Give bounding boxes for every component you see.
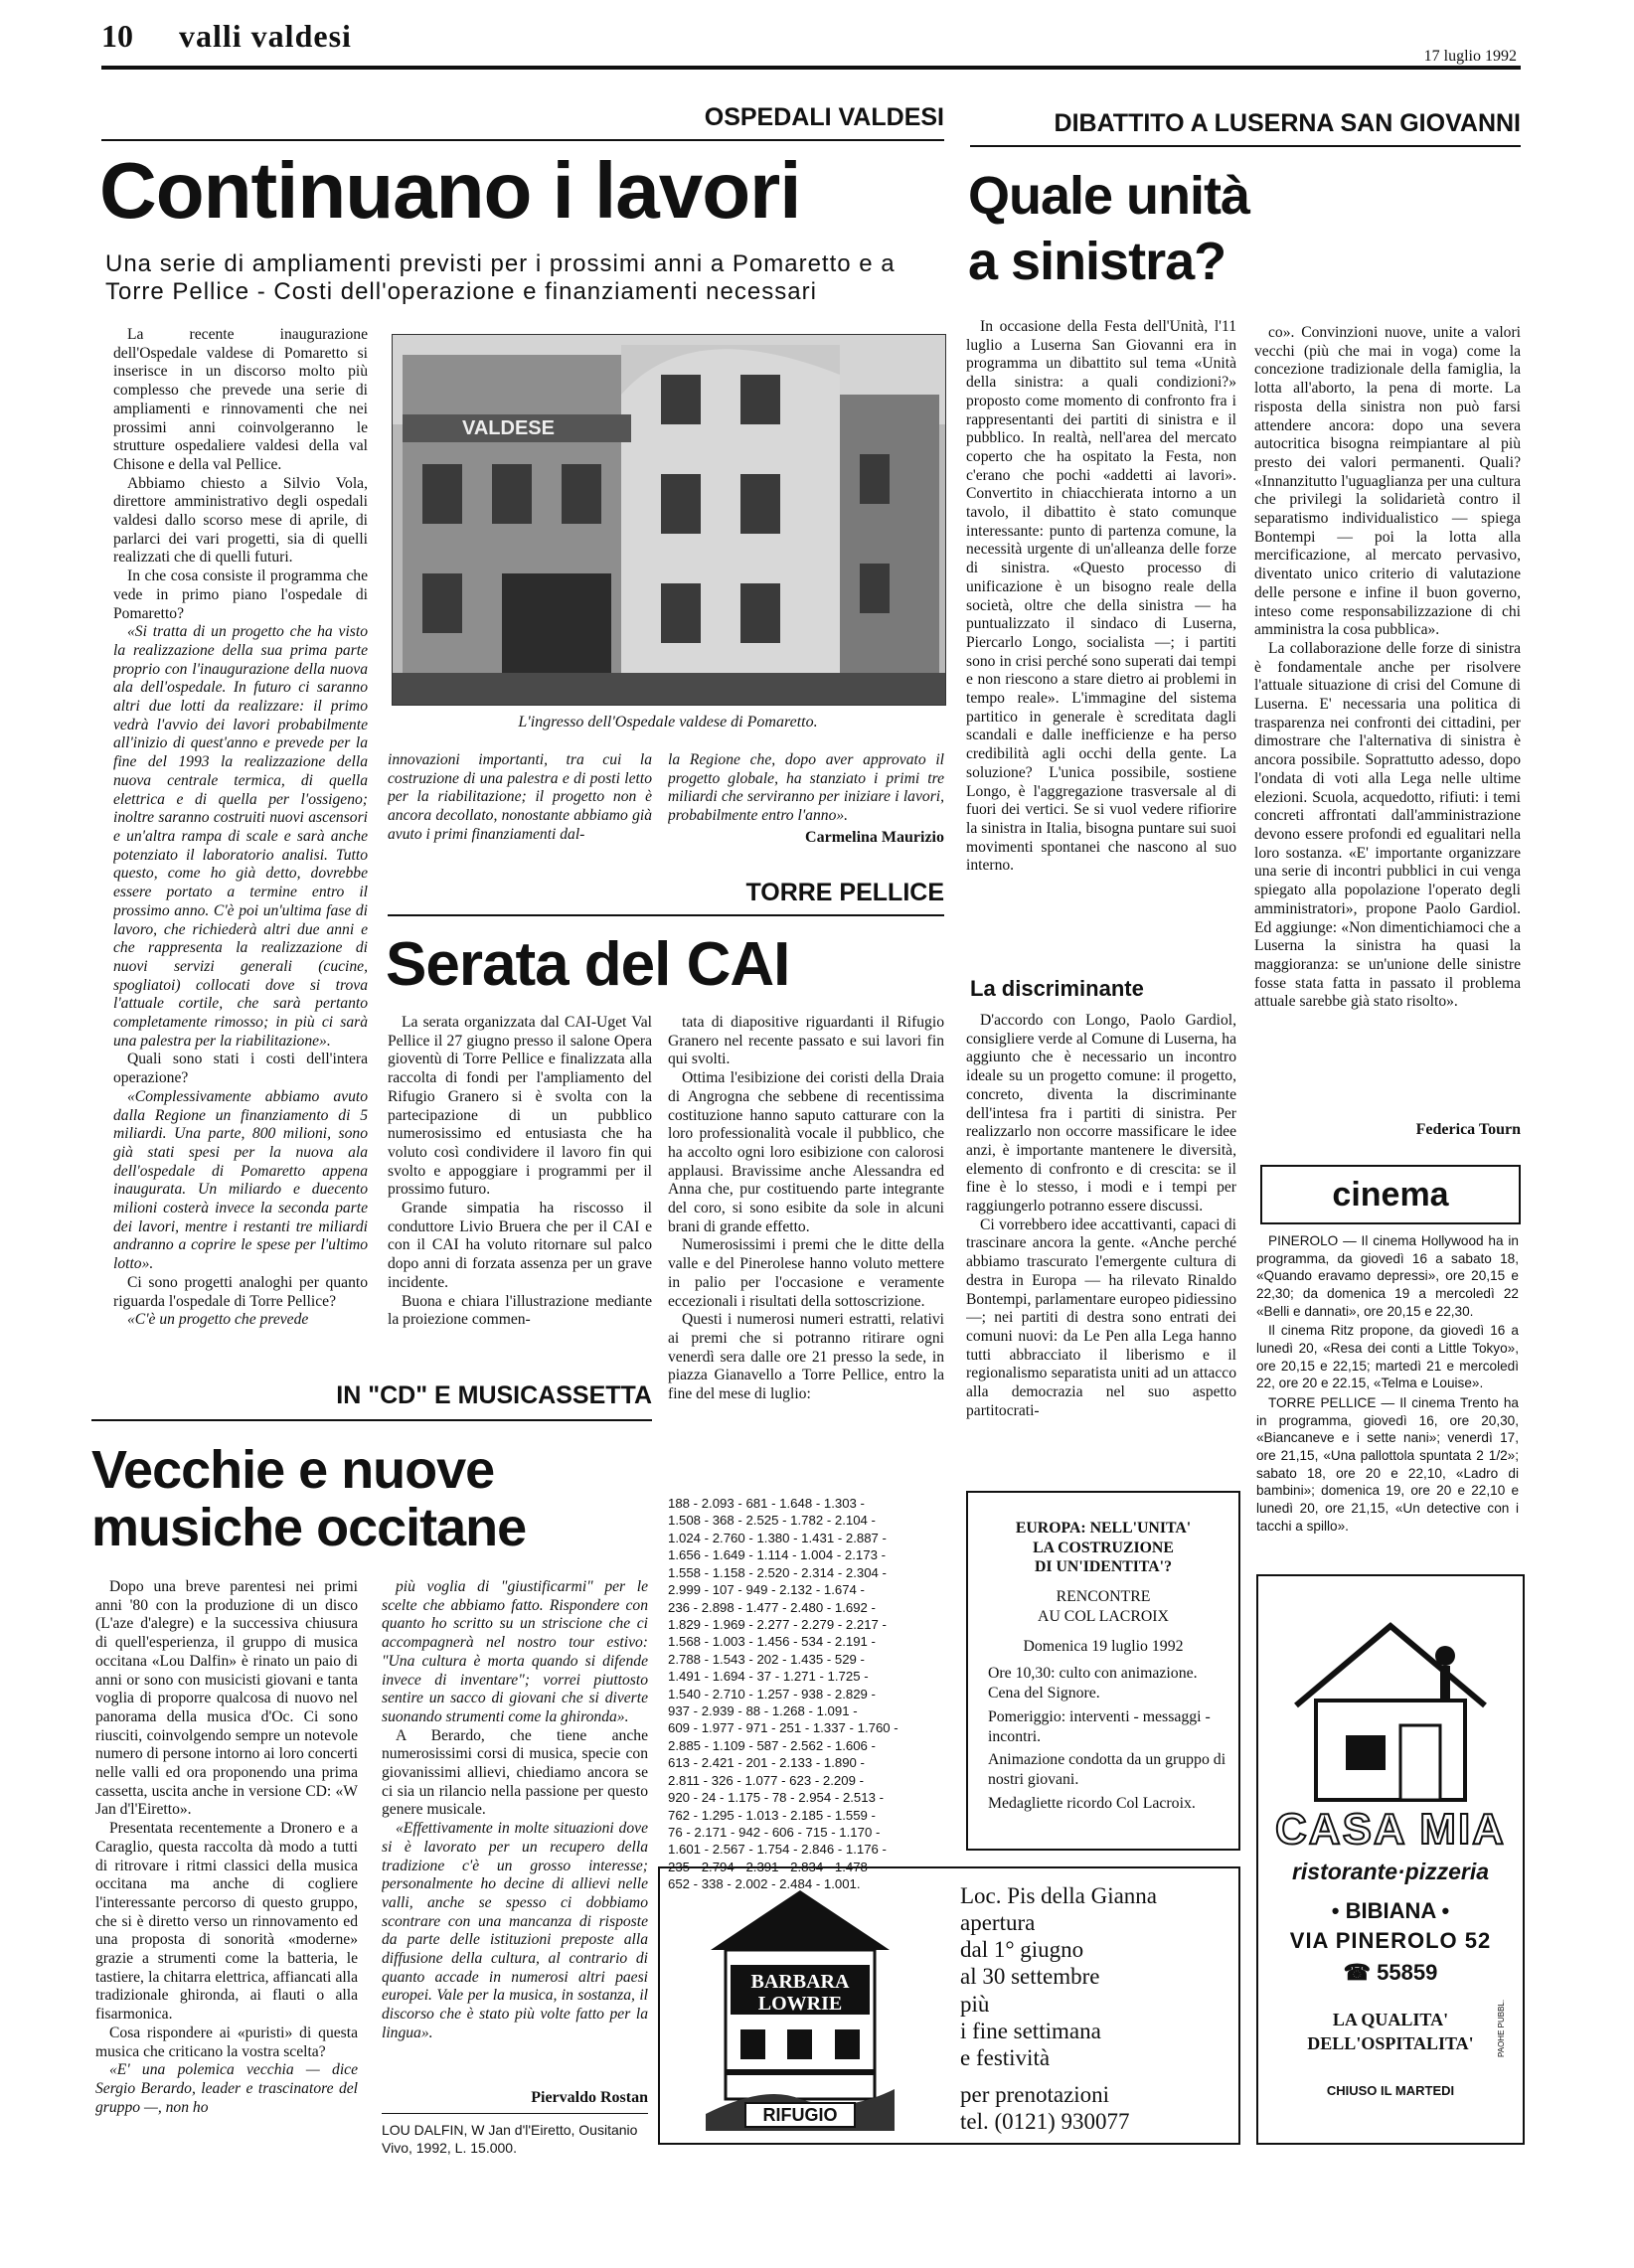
casa-mia-type: ristorante·pizzeria: [1291, 1859, 1490, 1884]
article2-col1: [388, 1014, 652, 1352]
rifugio-info-line: per prenotazioni: [960, 2081, 1110, 2107]
article1-col2-text: innovazioni importanti, tra cui la costruzione di una palestra e di posti letto per la riabilitazione; il progetto non è ancora decollato, nonostante abbiamo già avuto i primi finanziamenti dal-: [388, 751, 652, 843]
a2c2-paragraph: Numerosissimi i premi che le ditte della valle e del Pinerolese hanno voluto mettere in palio per l'occasione e veramente eccezionali i risultati della sottoscrizione.: [668, 1236, 944, 1310]
section-rule-3: [91, 1419, 652, 1421]
lottery-number-row: 1.540 - 2.710 - 1.257 - 938 - 2.829 -: [668, 1686, 876, 1701]
a1c1-paragraph: «Complessivamente abbiamo avuto dalla Regione un finanziamento di 5 miliardi. Una parte, 800 milioni, sono già stati spesi per la nuova ala dell'ospedale di Pomaretto appena inaugurata. Un miliardo e duecento milioni costerà invece la seconda parte dei lavori, mentre i restanti tre miliardi andranno a coprire le spese per l'ultimo lotto».: [113, 1087, 368, 1273]
article3-col1: [95, 1578, 358, 2181]
section-ospedali: OSPEDALI VALDESI: [704, 103, 944, 131]
lottery-number-row: 2.885 - 1.109 - 587 - 2.562 - 1.606 -: [668, 1737, 876, 1753]
rifugio-info-line: al 30 settembre: [960, 1964, 1100, 1990]
house-icon: [1286, 1616, 1495, 1805]
europa-program-line: Ore 10,30: culto con animazione. Cena del Signore.: [988, 1665, 1198, 1702]
rifugio-illustration: [706, 1880, 895, 2131]
byline-tourn: Federica Tourn: [1415, 1121, 1521, 1138]
a1c1-paragraph: La recente inaugurazione dell'Ospedale valdese di Pomaretto si inserisce in un discorso molto più complesso che prevede una serie di ampliamenti e rinnovamenti che nei prossimi anni coinvolgeranno le strutture ospedaliere valdesi della val Chisone e della val Pellice.: [113, 326, 368, 473]
section-cd: IN "CD" E MUSICASSETTA: [336, 1381, 652, 1409]
casa-mia-slogan-2: DELL'OSPITALITA': [1307, 2033, 1474, 2053]
byline-rostan-rule: [382, 2113, 648, 2114]
lottery-number-row: 1.656 - 1.649 - 1.114 - 1.004 - 2.173 -: [668, 1547, 886, 1563]
europa-title-3: DI UN'IDENTITA'?: [1035, 1558, 1172, 1576]
casa-mia-closed: CHIUSO IL MARTEDI: [1326, 2083, 1455, 2098]
a2c2-paragraph: Questi i numerosi numeri estratti, relativi ai premi che si potranno ritirare ogni venerdì sera dalle ore 21 presso la sede, in piazza Gianavello a Torre Pellice, entro la fine del mese di luglio:: [668, 1311, 944, 1403]
page-number: 10: [101, 18, 133, 54]
a3c1-paragraph: Dopo una breve parentesi nei primi anni '80 con la produzione di un disco (L'aze d'alegre) e la successiva chiusura di quell'esperienza, il gruppo di musica occitana «Lou Dalfin» è rinato un paio di anni or sono con musicisti giovani e tanta voglia di proporre qualcosa di nuovo nel panorama della musica d'Oc. Ci sono riusciti, coinvolgendo sempre un notevole numero di persone intorno ai loro concerti nelle valli ed ora proponendo una prima cassetta, uscita anche in versione CD: «W Jan d'l'Eiretto».: [95, 1578, 358, 1819]
article1-col3: [668, 751, 944, 851]
section-dibattito: DIBATTITO A LUSERNA SAN GIOVANNI: [1054, 109, 1521, 137]
lottery-number-row: 1.491 - 1.694 - 37 - 1.271 - 1.725 -: [668, 1669, 869, 1685]
europa-box: [966, 1491, 1240, 1851]
a2c2-paragraph: tata di diapositive riguardanti il Rifugio Granero nel recente passato e sui lavori fin qui svolti.: [668, 1014, 944, 1068]
header-rule: [101, 66, 1521, 70]
lottery-number-row: 2.811 - 326 - 1.077 - 623 - 2.209 -: [668, 1772, 864, 1788]
a1c1-paragraph: Ci sono progetti analoghi per quanto riguarda l'ospedale di Torre Pellice?: [113, 1273, 368, 1310]
headline-quale-unita: Quale unità: [968, 166, 1250, 226]
article1-col2: [388, 751, 652, 851]
a1c1-paragraph: Abbiamo chiesto a Silvio Vola, direttore amministrativo degli ospedali valdesi dallo scorso mese di aprile, di parlarci dei vari progetti, sia di quelli realizzati che di quelli futuri.: [113, 474, 368, 567]
cinema-paragraph: Il cinema Ritz propone, da giovedì 16 a lunedì 20, «Resa dei conti a Little Tokyo», ore 20,15 e 22,15; martedì 21 e mercoledì 22, ore 20 e 22.15, «Telma e Louise».: [1256, 1323, 1519, 1391]
a3c1-paragraph: «E' una polemica vecchia — dice Sergio Berardo, leader e trascinatore del gruppo —, non ho: [95, 2061, 358, 2116]
rifugio-info-line: [960, 2071, 1228, 2081]
article4-col2: [1254, 324, 1521, 1115]
phone-icon: ☎: [1343, 1960, 1378, 1985]
headline-vecchie: Vecchie e nuove: [91, 1440, 495, 1500]
europa-title-1: EUROPA: NELL'UNITA': [1015, 1520, 1192, 1537]
lottery-number-row: 652 - 338 - 2.002 - 2.484 - 1.001.: [668, 1876, 861, 1892]
lottery-number-row: 2.999 - 107 - 949 - 2.132 - 1.674 -: [668, 1582, 865, 1598]
article4-col1: [966, 318, 1236, 954]
publication-title: valli valdesi: [179, 18, 352, 54]
lottery-number-row: 1.024 - 2.760 - 1.380 - 1.431 - 2.887 -: [668, 1530, 887, 1545]
rifugio-info-line: Loc. Pis della Gianna: [960, 1883, 1158, 1908]
photo-sign-text: VALDESE: [462, 417, 555, 439]
casa-mia-slogan-1: LA QUALITA': [1332, 2010, 1449, 2029]
article1-col1: [113, 326, 368, 1354]
hospital-building-image: [393, 335, 945, 705]
a4c2-paragraph: co». Convinzioni nuove, unite a valori vecchi (più che mai in voga) come la concezione tradizionale della famiglia, la lotta all'aborto, la pena di morte. La risposta della sinistra non può farsi attendere ancora: dopo una severa autocritica bisogna reimpiantare al più presto dei valori permanenti. Quali? «Innanzitutto l'uguaglianza per una cultura che privilegi la solidarietà contro il separatismo individualistico — spiega Bontempi — poi la lotta alla mercificazione, al mercato pervasivo, diventato unico criterio di valutazione delle persone e infine il buon governo, inteso come responsabilizzazione di chi amministra la cosa pubblica».: [1254, 324, 1521, 639]
casa-mia-ad: [1256, 1574, 1525, 2145]
rifugio-info-line: più: [960, 1991, 990, 2017]
cd-footer: LOU DALFIN, W Jan d'l'Eiretto, Ousitanio Vivo, 1992, L. 15.000.: [382, 2122, 638, 2157]
europa-program-line: Animazione condotta da un gruppo di nostri giovani.: [988, 1751, 1226, 1789]
section-rule-2: [388, 914, 944, 916]
cinema-listings: [1256, 1232, 1519, 1537]
byline-rostan: Piervaldo Rostan: [531, 2089, 648, 2106]
casa-mia-credit: PAOHE PUBBL.: [1497, 1999, 1506, 2057]
a4c2-paragraph: La collaborazione delle forze di sinistra è fondamentale anche per risolvere l'attuale situazione di crisi del Comune di Luserna. E' necessaria una politica di trasparenza nei confronti dei cittadini, per dimostrare che l'alternativa di sinistra è ancora possibile. Soprattutto adesso, dopo l'ondata di voti alla Lega nelle ultime elezioni. Scuola, acquedotto, rifiuti: i temi concreti affrontati dall'amministrazione devono essere profondi ed egualitari nella loro sostanza. «E' importante organizzare una serie di incontri pubblici in cui venga spiegato alla popolazione l'operato degli amministratori», propone Paolo Gardiol. Ed aggiunge: «Non dimentichiamoci che a Luserna la sinistra ha quasi la maggioranza: se un'unione delle sinistre fosse stata fatta in passato il problema attuale sarebbe già stato risolto».: [1254, 639, 1521, 1011]
rifugio-info-line: dal 1° giugno: [960, 1937, 1084, 1963]
section-rule-4: [970, 145, 1521, 147]
rifugio-label: RIFUGIO: [762, 2105, 838, 2125]
europa-title-2: LA COSTRUZIONE: [1033, 1539, 1174, 1556]
lottery-number-row: 609 - 1.977 - 971 - 251 - 1.337 - 1.760 -: [668, 1720, 899, 1736]
casa-mia-phone: 55859: [1377, 1960, 1438, 1985]
a1c1-paragraph: Quali sono stati i costi dell'intera operazione?: [113, 1051, 368, 1087]
europa-sub-1: RENCONTRE: [1056, 1588, 1151, 1606]
rifugio-info-line: tel. (0121) 930077: [960, 2109, 1130, 2134]
subheadline-ospedali: Una serie di ampliamenti previsti per i prossimi anni a Pomaretto e a Torre Pellice - Costi dell'operazione e finanziamenti necessari: [105, 250, 896, 306]
rifugio-building-image: [706, 1880, 895, 2131]
a2c1-paragraph: La serata organizzata dal CAI-Uget Val Pellice il 27 giugno presso il salone Opera gioventù di Torre Pellice e finalizzata alla raccolta di fondi per l'ampliamento del Rifugio Granero si è svolta con la partecipazione di un pubblico numerosissimo ed entusiasta che ha voluto così condividere il lavoro fin qui svolto e appoggiare i programmi per il prossimo futuro.: [388, 1014, 652, 1199]
rifugio-sign-bottom: LOWRIE: [757, 1993, 843, 2015]
a3c2-paragraph: più voglia di "giustificarmi" per le scelte che abbiamo fatto. Rispondere con quanto ho scritto su un striscione che ci accompagnerà nel nostro tour estivo: "Una cultura è morta quando si difende invece di inventare"; vorrei piuttosto sentire un sacco di giovani che si diverte suonando strumenti come la ghironda».: [382, 1578, 648, 1725]
casa-mia-name: CASA MIA: [1275, 1805, 1506, 1854]
byline-maurizio: Carmelina Maurizio: [805, 828, 944, 846]
a1c1-paragraph: «C'è un progetto che prevede: [127, 1311, 309, 1329]
rifugio-sign-top: BARBARA: [750, 1971, 850, 1993]
a3c2-paragraph: A Berardo, che tiene anche numerosissimi corsi di musica, specie con giovanissimi allievi, chiediamo ancora se ci sia un rilancio nella passione per questo genere musicale.: [382, 1726, 648, 1819]
article1-col3-text: la Regione che, dopo aver approvato il progetto globale, ha stanziato i primi tre miliardi che serviranno per iniziare i lavori, probabilmente entro l'anno».: [668, 751, 944, 825]
headline-serata-cai: Serata del CAI: [386, 930, 790, 999]
article3-col2: [382, 1578, 648, 2105]
lottery-number-row: 235 - 2.794 - 2.391 - 2.834 - 1.478 -: [668, 1859, 876, 1874]
lottery-number-row: 937 - 2.939 - 88 - 1.268 - 1.091 -: [668, 1703, 858, 1719]
issue-date: 17 luglio 1992: [1423, 48, 1517, 65]
a2c2-paragraph: Ottima l'esibizione dei coristi della Draia di Angrogna che sebbene di recentissima costituzione hanno saputo catturare con la loro professionalità vocale il pubblico, che ha accolto ogni loro esibizione con calorosi applausi. Bravissime anche Alessandra ed Anna che, pur costituendo parte integrante del coro, si sono esibite da sole in alcuni brani di grande effetto.: [668, 1069, 944, 1235]
europa-date: Domenica 19 luglio 1992: [1023, 1637, 1184, 1655]
casa-mia-town: • BIBIANA •: [1331, 1898, 1450, 1923]
lottery-number-row: 1.829 - 1.969 - 2.277 - 2.279 - 2.217 -: [668, 1616, 887, 1632]
headline-a-sinistra: a sinistra?: [968, 232, 1226, 291]
section-rule-1: [101, 139, 944, 141]
lottery-number-row: 1.568 - 1.003 - 1.456 - 534 - 2.191 -: [668, 1634, 876, 1650]
cinema-title: cinema: [1260, 1165, 1521, 1224]
lottery-number-row: 762 - 1.295 - 1.013 - 2.185 - 1.559 -: [668, 1807, 876, 1823]
a4c1b-paragraph: Ci vorrebbero idee accattivanti, capaci di trascinare ancora la gente. «Anche perché abbiamo trascurato l'emergente cultura di destra in Europa — ha rilevato Rinaldo Bontempi, parlamentare europeo pidiessino —; nei partiti di destra sono entrati dei comuni nuovi: da Le Pen alla Lega hanno tutti abbracciato il liberismo e il regionalismo separatista uniti ad un attacco alla democrazia nel suo aspetto partitocrati-: [966, 1215, 1236, 1419]
lottery-number-row: 1.508 - 368 - 2.525 - 1.782 - 2.104 -: [668, 1513, 876, 1529]
subhead-discriminante: La discriminante: [970, 976, 1144, 1001]
rifugio-info-line: apertura: [960, 1910, 1036, 1936]
rifugio-info-line: e festività: [960, 2044, 1051, 2070]
a3c2-paragraph: «Effettivamente in molte situazioni dove si è lavorato per un recupero della tradizione c'è un grosso interesse; personalmente ho decine di allievi nelle valli, anche se spesso ci dobbiamo scontrare con una mancanza di risposte da parte delle istituzioni preposte alla diffusione della cultura, al contrario di quanto accade in numerosi altri paesi europei. Vale per la musica, in sostanza, il discorso che è stato più volte fatto per la lingua».: [382, 1820, 648, 2041]
europa-program: [968, 1656, 1238, 1813]
hospital-photo: [392, 334, 946, 706]
europa-program-line: Pomeriggio: interventi - messaggi - incontri.: [988, 1707, 1211, 1745]
lottery-numbers: [668, 1495, 944, 1893]
lottery-number-row: 1.558 - 1.158 - 2.520 - 2.314 - 2.304 -: [668, 1564, 887, 1580]
a1c1-paragraph: «Si tratta di un progetto che ha visto la realizzazione della sua prima parte proprio con l'inaugurazione della nuova ala dell'ospedale. In futuro ci saranno altri due lotti da realizzare: il primo vedrà l'avvio dei lavori probabilmente all'inizio di quest'anno e prevede per la fine del 1993 la realizzazione della nuova centrale termica, di quella elettrica e di quella per l'ossigeno; inoltre saranno costruiti nuovi ascensori e un'altra rampa di scale e sarà anche potenziato il laboratorio analisi. Tutto questo, come ho già detto, dovrebbe essere portato a termine entro il prossimo anno. C'è poi un'ultima fase di lavoro, che richiederà altri due anni e che rappresenta la realizzazione di nuovi servizi generali (cucine, spogliatoi) collocati dove si trova l'attuale cortile, che sarà pertanto completamente rimosso; in più ci sarà una palestra per la riabilitazione».: [113, 623, 368, 1050]
lottery-number-row: 613 - 2.421 - 201 - 2.133 - 1.890 -: [668, 1755, 865, 1771]
lottery-number-row: 76 - 2.171 - 942 - 606 - 715 - 1.170 -: [668, 1825, 881, 1841]
a2c1-paragraph: Grande simpatia ha riscosso il conduttore Livio Bruera che per il CAI e con il CAI ha voluto ritornare sul palco dopo anni di forzata assenza per un grave incidente.: [388, 1200, 652, 1291]
cinema-paragraph: PINEROLO — Il cinema Hollywood ha in programma, da giovedì 16 a sabato 18, «Quando eravamo depressi», ore 20,15 e 22,30; da domenica 19 a mercoledì 22 «Belli e dannati», ore 20,15 e 22,30.: [1256, 1233, 1519, 1319]
europa-sub-2: AU COL LACROIX: [1038, 1607, 1169, 1625]
article4-col1b: [966, 1012, 1236, 1483]
headline-continuano: Continuano i lavori: [99, 146, 801, 235]
article2-col2: [668, 1014, 944, 1495]
rifugio-info: [960, 1882, 1228, 2135]
a4c1b-paragraph: D'accordo con Longo, Paolo Gardiol, consigliere verde al Comune di Luserna, ha aggiunto che è necessario un incontro ideale su un progetto comune: il progetto, concreto, diventa la discriminante dell'intesa fra i partiti di sinistra. Per realizzarlo non occorre massificare le idee anzi, è importante mantenere le diversità, elemento di confronto e di crescita: se il fine è lo stesso, i modi e i tempi per raggiungerlo potranno essere discussi.: [966, 1012, 1236, 1215]
rifugio-info-line: i fine settimana: [960, 2018, 1101, 2043]
section-torre-pellice: TORRE PELLICE: [745, 879, 944, 906]
lottery-number-row: 920 - 24 - 1.175 - 78 - 2.954 - 2.513 -: [668, 1790, 884, 1806]
a1c1-paragraph: In che cosa consiste il programma che vede in primo piano l'ospedale di Pomaretto?: [113, 567, 368, 622]
casa-mia-address: VIA PINEROLO 52: [1289, 1928, 1492, 1953]
lottery-number-row: 236 - 2.898 - 1.477 - 2.480 - 1.692 -: [668, 1599, 876, 1615]
casa-mia-phone-row: [1258, 1960, 1523, 1986]
headline-musiche: musiche occitane: [91, 1498, 527, 1557]
lottery-number-row: 2.788 - 1.543 - 202 - 1.435 - 529 -: [668, 1651, 865, 1667]
a3c1-paragraph: Cosa rispondere ai «puristi» di questa musica che criticano la vostra scelta?: [95, 2024, 358, 2060]
europa-program-line: Medagliette ricordo Col Lacroix.: [988, 1794, 1196, 1812]
lottery-number-row: 1.601 - 2.567 - 1.754 - 2.846 - 1.176 -: [668, 1842, 887, 1858]
a3c1-paragraph: Presentata recentemente a Dronero e a Caraglio, questa raccolta dà modo a tutti di ritrovare i ritmi classici della musica occitana ma anche di cogliere l'interessante percorso di questo gruppo, che si è diretto verso un rinnovamento ed una proposta di sonorità «moderne» grazie a strumenti come la batteria, le tastiere, la chitarra elettrica, affiancati alla tradizionale ghironda, ai flauti o alla fisarmonica.: [95, 1820, 358, 2024]
cinema-paragraph: TORRE PELLICE — Il cinema Trento ha in programma, giovedì 16, ore 20,30, «Biancaneve e i sette nani»; venerdì 17, ore 21,15, «Una pallottola spuntata 2 1/2»; sabato 18, ore 20 e 22,10, «Ladro di bambini»; domenica 19, ore 20 e 22,10 e lunedì 20, ore 21,15, «Un detective con i tacchi a spillo».: [1256, 1395, 1519, 1534]
a2c1-paragraph: Buona e chiara l'illustrazione mediante la proiezione commen-: [388, 1292, 652, 1329]
photo-caption: L'ingresso dell'Ospedale valdese di Pomaretto.: [518, 714, 818, 730]
a4c1-paragraph: In occasione della Festa dell'Unità, l'11 luglio a Luserna San Giovanni era in programma un dibattito sul tema «Unità della sinistra: a quali condizioni?» proposto come momento di confronto fra i rappresentanti dei partiti di sinistra e il pubblico. In realtà, nell'area del mercato coperto che ha ospitato la Festa, non c'erano che pochi «addetti ai lavori». Convertito in chiacchierata intorno a un tavolo, il dibattito è stato comunque interessante: punto di partenza comune, la necessità urgente di un'alleanza delle forze di sinistra. «Questo processo di unificazione è un bisogno reale della società, oltre che della sinistra — ha puntualizzato il sindaco di Luserna, Piercarlo Longo, socialista —; i partiti sono in crisi perché sono superati dai tempi e non riescono a stare dietro ai problemi in tempo reale». L'immagine del sistema partitico in generale è screditata dagli scandali e dalle inefficienze e ha perso credibilità agli occhi della gente. La soluzione? L'unica possibile, sostiene Longo, è l'aggregazione trasversale al di fuori dei vertici. Se si vuol vedere rifiorire la sinistra in Italia, bisogna puntare sui suoi movimenti spontanei che nascono al suo interno.: [966, 318, 1236, 875]
rifugio-ad: [658, 1866, 1240, 2145]
lottery-number-row: 188 - 2.093 - 681 - 1.648 - 1.303 -: [668, 1496, 865, 1511]
